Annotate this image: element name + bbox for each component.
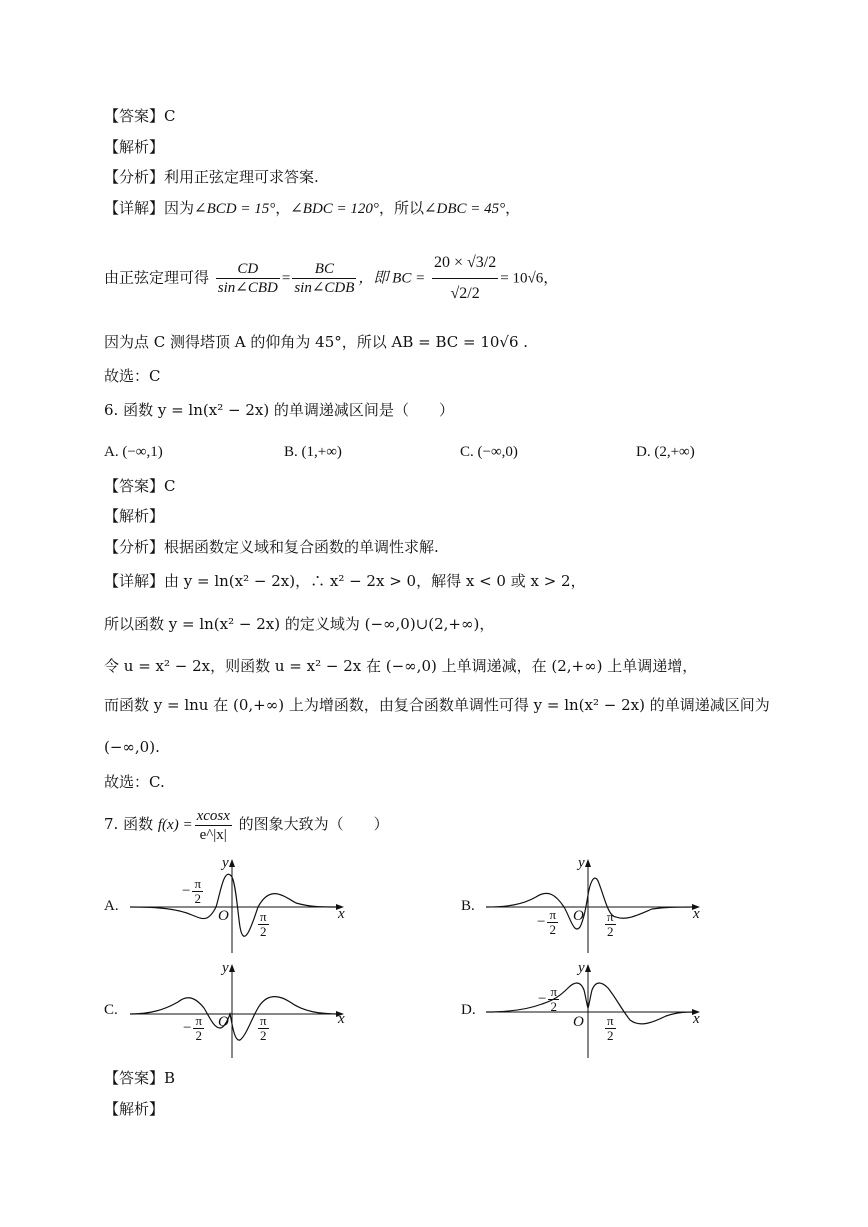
graph-c-pos-tick (256, 1014, 271, 1043)
graph-a-pos-tick (256, 910, 271, 939)
graph-b-label: B. (461, 898, 475, 914)
q5-choice: 故选：C (104, 367, 161, 385)
q5-answer: 【答案】C (104, 107, 176, 125)
q5-eq3: ∠DBC = 45° (423, 201, 506, 217)
q5-detail-mid: ，所以 (378, 199, 424, 217)
graph-d-origin: O (573, 1014, 584, 1030)
q6-detail-2: 所以函数 y = ln(x² − 2x) 的定义域为 (−∞,0)∪(2,+∞)， (104, 615, 495, 633)
graph-c-neg-sign: − (183, 1019, 192, 1036)
graph-b-neg-tick (537, 908, 560, 937)
q5-detail-prefix: 【详解】因为 (104, 199, 195, 217)
q7-stem-suffix: 的图象大致为（ ） (238, 815, 389, 833)
graph-d-neg-2: 2 (550, 999, 557, 1014)
graph-c (120, 960, 360, 1060)
graph-c-pos-pi: π (260, 1013, 267, 1028)
graph-d-pos-pi: π (607, 1013, 614, 1028)
q5-frac-2 (292, 260, 356, 297)
graph-b-pos-tick (603, 910, 618, 939)
q6-detail-4: 而函数 y = lnu 在 (0,+∞) 上为增函数，由复合函数单调性可得 y = ln(x² − 2x) 的单调递减区间为 (104, 696, 770, 714)
q5-sine-result: = 10√6 (500, 270, 544, 287)
q5-frac-2-den: sin∠CDB (294, 280, 355, 296)
graph-a-neg-sign: − (182, 882, 191, 899)
graph-a (120, 855, 360, 955)
q5-frac-big-num: 20 × √3/2 (432, 248, 498, 279)
graph-b (476, 855, 716, 955)
graph-a-label: A. (104, 898, 119, 914)
q5-frac-1-den: sin∠CBD (217, 280, 278, 296)
graph-c-neg-tick (183, 1014, 206, 1043)
q6-analysis: 【解析】 (104, 507, 165, 525)
graph-b-pos-pi: π (607, 909, 614, 924)
graph-d (476, 960, 716, 1060)
graph-b-x: x (693, 906, 700, 922)
graph-d-neg-sign: − (538, 990, 547, 1007)
graph-d-neg-tick (538, 985, 561, 1014)
q5-frac-2-num: BC (292, 260, 356, 279)
graph-d-x: x (693, 1011, 700, 1027)
q5-fenxi: 【分析】利用正弦定理可求答案. (104, 168, 319, 186)
q5-sine-prefix: 由正弦定理可得 (104, 268, 210, 287)
graph-a-neg-tick (182, 877, 205, 906)
q6-detail-3: 令 u = x² − 2x，则函数 u = x² − 2x 在 (−∞,0) 上单调递减，在 (2,+∞) 上单调递增， (104, 657, 698, 675)
graph-d-y: y (578, 960, 585, 976)
q7-frac (195, 807, 232, 844)
q5-detail: 【详解】因为∠BCD = 15°，∠BDC = 120°，所以∠DBC = 45°， (104, 199, 521, 217)
q5-sine-mid: ，即 BC = (358, 270, 426, 287)
graph-c-y: y (222, 960, 229, 976)
q6-detail-5: (−∞,0). (104, 738, 160, 756)
graph-d-label: D. (461, 1002, 476, 1018)
q6-fenxi: 【分析】根据函数定义域和复合函数的单调性求解. (104, 538, 439, 556)
q5-sine-law: 由正弦定理可得 $\frac{CD}{\text{sin∠CBD}}$ = $\frac{BC}{\text{sin∠CDB}}$ ，即 BC = $\frac{20 \times √3/2}{√2/2}$ = 10√6， (104, 248, 558, 309)
q5-frac-1 (216, 260, 280, 297)
graph-a-neg-2: 2 (194, 891, 201, 906)
graph-c-neg-pi: π (195, 1013, 203, 1028)
graph-d-pos-2: 2 (607, 1028, 614, 1043)
q6-option-b: B. (1,+∞) (284, 444, 342, 460)
graph-b-neg-2: 2 (549, 922, 556, 937)
q5-frac-1-num: CD (216, 260, 280, 279)
q6-answer: 【答案】C (104, 477, 176, 495)
graph-b-y: y (578, 855, 585, 871)
graph-b-origin: O (573, 908, 584, 924)
graph-d-pos-tick (603, 1014, 618, 1043)
q6-option-a: A. (−∞,1) (104, 444, 163, 460)
q7-stem-prefix: 7. 函数 (104, 815, 154, 833)
graph-c-x: x (338, 1011, 345, 1027)
q7-frac-den: e^|x| (199, 826, 227, 843)
q7-analysis: 【解析】 (104, 1100, 165, 1118)
q5-analysis: 【解析】 (104, 138, 165, 156)
q5-frac-big-den: √2/2 (450, 285, 480, 302)
q7-answer: 【答案】B (104, 1069, 176, 1087)
q7-fx: f(x) = (157, 817, 193, 833)
graph-a-y: y (222, 855, 229, 871)
q7-frac-num: xcosx (196, 807, 230, 824)
graph-c-label: C. (104, 1002, 118, 1018)
q5-eq2: ∠BDC = 120° (290, 201, 379, 217)
q5-eq1: ∠BCD = 15° (194, 201, 276, 217)
q7-stem (104, 804, 389, 845)
q6-option-c: C. (−∞,0) (460, 444, 518, 460)
graph-c-pos-2: 2 (260, 1028, 267, 1043)
graph-a-pos-pi: π (260, 909, 267, 924)
graph-d-neg-pi: π (550, 984, 558, 999)
q6-stem: 6. 函数 y = ln(x² − 2x) 的单调递减区间是（ ） (104, 401, 454, 419)
q6-choice: 故选：C. (104, 773, 165, 791)
graph-b-neg-pi: π (549, 907, 557, 922)
q6-option-d: D. (2,+∞) (636, 444, 695, 460)
graph-a-pos-2: 2 (260, 924, 267, 939)
q5-frac-big (432, 248, 498, 309)
graph-c-neg-2: 2 (195, 1028, 202, 1043)
graph-b-pos-2: 2 (607, 924, 614, 939)
graph-c-origin: O (218, 1014, 229, 1030)
q5-because: 因为点 C 测得塔顶 A 的仰角为 45°，所以 AB = BC = 10√6 . (104, 333, 529, 351)
graph-a-origin: O (218, 908, 229, 924)
q6-detail-1: 【详解】由 y = ln(x² − 2x)，∴ x² − 2x > 0，解得 x < 0 或 x > 2， (104, 572, 586, 590)
graph-b-neg-sign: − (537, 913, 546, 930)
graph-a-x: x (338, 906, 345, 922)
graph-a-neg-pi: π (194, 876, 202, 891)
